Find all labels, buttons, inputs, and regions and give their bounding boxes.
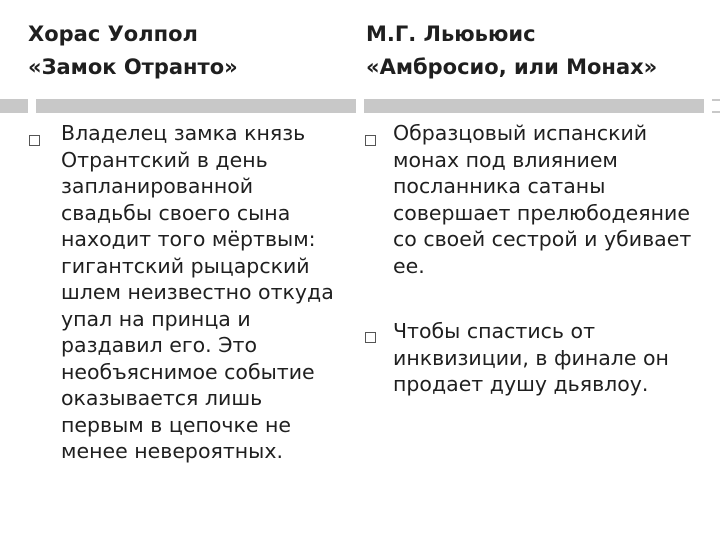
header-divider	[0, 99, 720, 113]
divider-segment	[0, 99, 28, 113]
right-column-header	[366, 18, 657, 84]
divider-gap	[356, 99, 364, 113]
left-column-header	[28, 18, 238, 84]
divider-gap	[704, 99, 712, 113]
right-bullet-text: Образцовый испанский монах под влиянием посланника сатаны совершает прелюбодеяние со своей сестрой и убивает ее.	[393, 121, 692, 278]
divider-gap	[28, 99, 36, 113]
square-bullet-icon	[365, 332, 376, 343]
divider-segment	[364, 99, 704, 113]
right-author: М.Г. Льюьюис	[366, 22, 536, 46]
left-author: Хорас Уолпол	[28, 22, 198, 46]
right-title: «Амбросио, или Монах»	[366, 55, 658, 79]
square-bullet-icon	[365, 135, 376, 146]
divider-segment	[36, 99, 356, 113]
left-bullet-text: Владелец замка князь Отрантский в день запланированной свадьбы своего сына находит того мёртвым: гигантский рыцарский шлем неизвестно откуда упал на принца и раздавил его. Это необъяснимое событие оказывается лишь первым в цепочке не менее невероятных.	[61, 121, 334, 463]
square-bullet-icon	[29, 135, 40, 146]
divider-line	[712, 99, 720, 113]
left-title: «Замок Отранто»	[28, 55, 238, 79]
right-bullet-text: Чтобы спастись от инквизиции, в финале он продает душу дьявлоу.	[393, 319, 669, 396]
